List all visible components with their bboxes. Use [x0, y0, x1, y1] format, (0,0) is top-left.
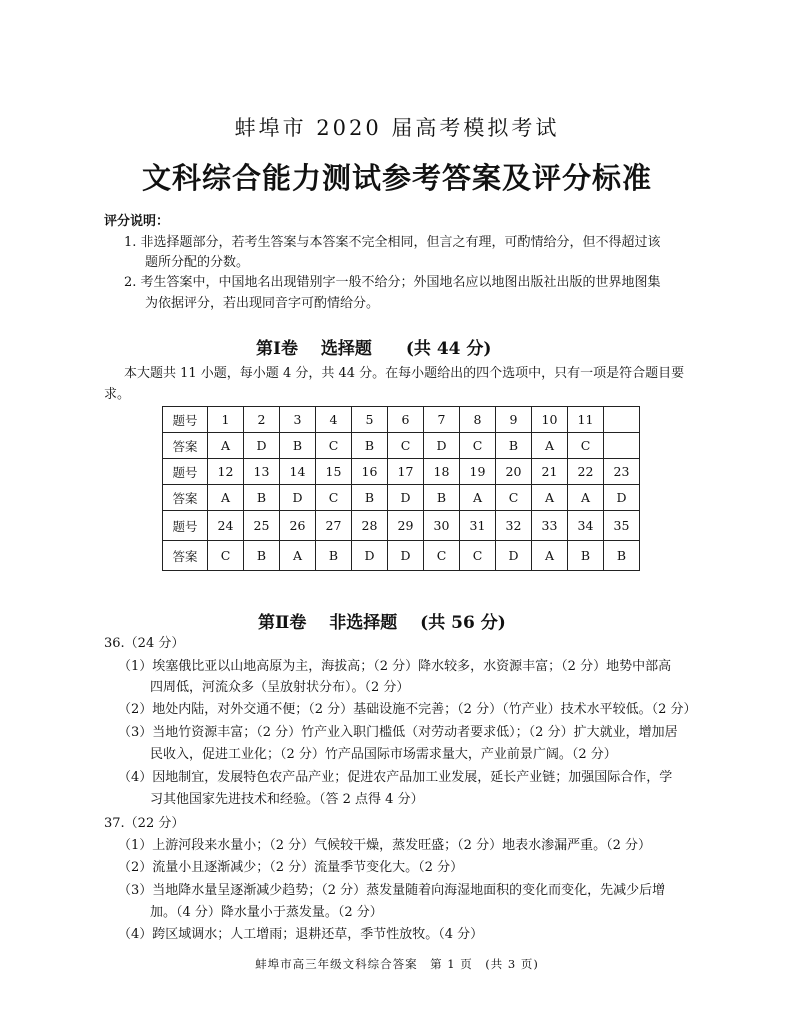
- table-cell: 答案: [163, 541, 208, 571]
- table-cell: 题号: [163, 407, 208, 433]
- table-cell: C: [316, 433, 352, 459]
- q36-item-3-line1: （3）当地竹资源丰富；（2 分）竹产业入职门槛低（对劳动者要求低）；（2 分）扩大就业，增加居: [118, 725, 678, 740]
- table-cell: 14: [280, 459, 316, 485]
- table-cell: A: [460, 485, 496, 511]
- note-2-line1: 2. 考生答案中，中国地名出现错别字一般不给分；外国地名应以地图出版社出版的世界地图集: [124, 275, 661, 290]
- notes-heading: 评分说明：: [104, 214, 170, 229]
- table-cell: 20: [496, 459, 532, 485]
- q37-heading: 37.（22 分）: [104, 816, 185, 831]
- table-cell: D: [244, 433, 280, 459]
- q36-item-2-line1: （2）地处内陆，对外交通不便；（2 分）基础设施不完善；（2 分）（竹产业）技术水平较低。（2 分）: [118, 702, 697, 717]
- table-cell: 7: [424, 407, 460, 433]
- table-cell: A: [532, 541, 568, 571]
- table-cell: D: [604, 485, 640, 511]
- table-cell: 11: [568, 407, 604, 433]
- table-row: [163, 485, 640, 511]
- table-cell: C: [496, 485, 532, 511]
- table-cell: 25: [244, 511, 280, 541]
- table-cell: 23: [604, 459, 640, 485]
- table-cell: 19: [460, 459, 496, 485]
- table-cell: 17: [388, 459, 424, 485]
- table-cell: 6: [388, 407, 424, 433]
- page-footer: 蚌埠市高三年级文科综合答案 第 1 页 (共 3 页): [255, 957, 539, 971]
- table-cell: D: [388, 485, 424, 511]
- main-title: 文科综合能力测试参考答案及评分标准: [141, 161, 652, 195]
- table-cell: 13: [244, 459, 280, 485]
- table-cell: 30: [424, 511, 460, 541]
- table-cell: C: [208, 541, 244, 571]
- table-cell: 5: [352, 407, 388, 433]
- table-cell: D: [388, 541, 424, 571]
- table-cell: B: [496, 433, 532, 459]
- answer-table: [162, 406, 640, 571]
- q36-item-1-line1: （1）埃塞俄比亚以山地高原为主，海拔高；（2 分）降水较多，水资源丰富；（2 分）地势中部高: [118, 659, 672, 674]
- table-cell: A: [280, 541, 316, 571]
- table-cell: B: [352, 485, 388, 511]
- table-cell: 8: [460, 407, 496, 433]
- part1-intro-line1: 本大题共 11 小题，每小题 4 分，共 44 分。在每小题给出的四个选项中，只有一项是符合题目要: [124, 366, 685, 381]
- table-cell: 32: [496, 511, 532, 541]
- table-cell: A: [208, 485, 244, 511]
- table-cell: A: [532, 485, 568, 511]
- table-cell: 15: [316, 459, 352, 485]
- table-cell: 16: [352, 459, 388, 485]
- table-cell: 12: [208, 459, 244, 485]
- exam-title: 蚌埠市 2020 届高考模拟考试: [234, 116, 560, 140]
- q36-item-3-line2: 民收入，促进工业化；（2 分）竹产品国际市场需求量大，产业前景广阔。（2 分）: [150, 747, 617, 762]
- table-cell: 21: [532, 459, 568, 485]
- table-cell: D: [424, 433, 460, 459]
- table-cell: B: [244, 485, 280, 511]
- q37-item-3-line1: （3）当地降水量呈逐渐减少趋势；（2 分）蒸发量随着向海湿地面积的变化而变化，先减少后增: [118, 883, 666, 898]
- q36-item-4-line2: 习其他国家先进技术和经验。（答 2 点得 4 分）: [150, 792, 424, 807]
- table-cell: 33: [532, 511, 568, 541]
- table-cell: C: [568, 433, 604, 459]
- table-cell: B: [280, 433, 316, 459]
- table-cell: 27: [316, 511, 352, 541]
- table-row: [163, 459, 640, 485]
- q36-item-4-line1: （4）因地制宜，发展特色农产品产业；促进农产品加工业发展，延长产业链；加强国际合作，学: [118, 770, 673, 785]
- table-cell: 29: [388, 511, 424, 541]
- table-cell: B: [424, 485, 460, 511]
- table-cell: 答案: [163, 485, 208, 511]
- q37-item-1-line1: （1）上游河段来水量小；（2 分）气候较干燥，蒸发旺盛；（2 分）地表水渗漏严重。（2 分）: [118, 838, 651, 853]
- note-1-line2: 题所分配的分数。: [145, 255, 250, 270]
- table-cell: C: [316, 485, 352, 511]
- q37-item-4-line1: （4）跨区域调水；人工增雨；退耕还草，季节性放牧。（4 分）: [118, 927, 484, 942]
- table-cell: 答案: [163, 433, 208, 459]
- part1-intro-line2: 求。: [104, 387, 131, 402]
- table-cell: 题号: [163, 511, 208, 541]
- table-row: [163, 511, 640, 541]
- q36-heading: 36.（24 分）: [104, 636, 185, 651]
- table-cell: D: [280, 485, 316, 511]
- table-cell: 28: [352, 511, 388, 541]
- table-cell: 24: [208, 511, 244, 541]
- table-cell: C: [460, 433, 496, 459]
- table-cell: 31: [460, 511, 496, 541]
- table-cell: 22: [568, 459, 604, 485]
- table-cell: 18: [424, 459, 460, 485]
- table-cell: C: [424, 541, 460, 571]
- q36-item-1-line2: 四周低，河流众多（呈放射状分布）。（2 分）: [150, 680, 410, 695]
- part2-title: 第Ⅱ卷 非选择题 (共 56 分): [258, 613, 506, 633]
- table-cell: D: [352, 541, 388, 571]
- table-cell: A: [532, 433, 568, 459]
- table-row: [163, 433, 640, 459]
- table-cell: A: [208, 433, 244, 459]
- table-cell: A: [568, 485, 604, 511]
- table-cell: 4: [316, 407, 352, 433]
- note-2-line2: 为依据评分，若出现同音字可酌情给分。: [145, 296, 380, 311]
- table-cell: 题号: [163, 459, 208, 485]
- q37-item-2-line1: （2）流量小且逐渐减少；（2 分）流量季节变化大。（2 分）: [118, 860, 464, 875]
- table-row: [163, 407, 640, 433]
- table-cell: 26: [280, 511, 316, 541]
- table-cell: C: [388, 433, 424, 459]
- table-cell: B: [316, 541, 352, 571]
- table-cell: B: [568, 541, 604, 571]
- table-cell: [604, 433, 640, 459]
- table-cell: 9: [496, 407, 532, 433]
- table-cell: B: [352, 433, 388, 459]
- table-cell: 3: [280, 407, 316, 433]
- table-cell: 34: [568, 511, 604, 541]
- part1-title: 第Ⅰ卷 选择题 (共 44 分): [256, 339, 492, 359]
- table-cell: D: [496, 541, 532, 571]
- table-cell: 2: [244, 407, 280, 433]
- q37-item-3-line2: 加。（4 分）降水量小于蒸发量。（2 分）: [150, 905, 383, 920]
- note-1-line1: 1. 非选择题部分，若考生答案与本答案不完全相同，但言之有理，可酌情给分，但不得超过该: [124, 235, 661, 250]
- table-cell: [604, 407, 640, 433]
- table-cell: 35: [604, 511, 640, 541]
- table-cell: 1: [208, 407, 244, 433]
- table-cell: 10: [532, 407, 568, 433]
- table-cell: C: [460, 541, 496, 571]
- table-cell: B: [244, 541, 280, 571]
- table-row: [163, 541, 640, 571]
- table-cell: B: [604, 541, 640, 571]
